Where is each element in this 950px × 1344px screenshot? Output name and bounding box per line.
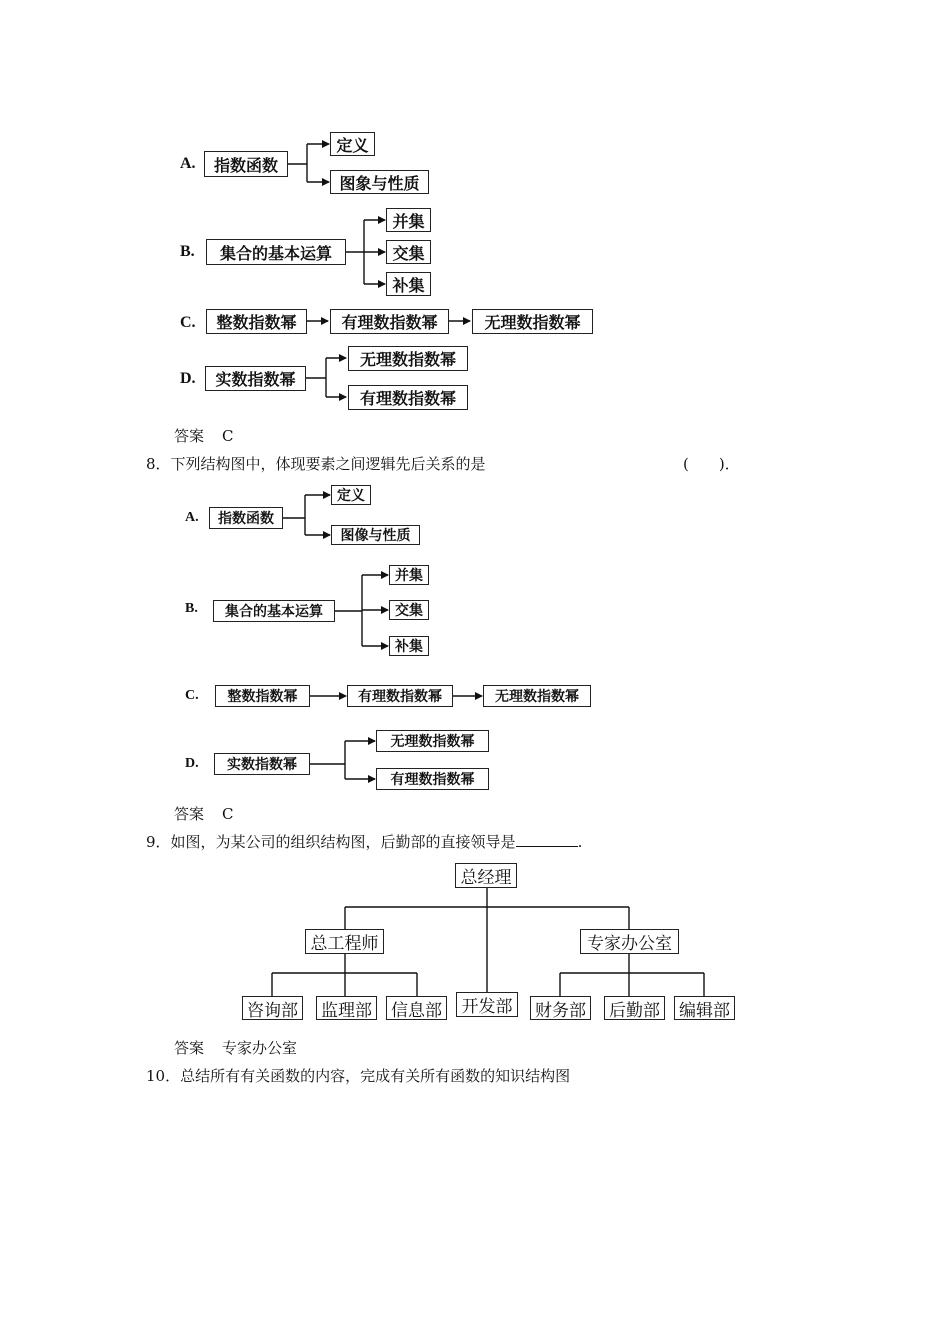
- d1-d-child-2: 有理数指数幂: [348, 385, 468, 410]
- option-b-label: B.: [185, 601, 198, 616]
- answer-3: [174, 1037, 297, 1058]
- d2-a-child-1: 定义: [331, 485, 371, 505]
- answer-prefix: 答案: [174, 427, 205, 445]
- question-number: 10．: [146, 1067, 181, 1085]
- org-left-child-3: 信息部: [386, 996, 447, 1020]
- option-a-label: A.: [185, 510, 199, 525]
- d2-b-child-1: 并集: [389, 565, 429, 585]
- org-left-child-2: 监理部: [316, 996, 377, 1020]
- question-end: .: [577, 833, 583, 851]
- question-8: [146, 453, 486, 474]
- question-number: 9．: [146, 833, 171, 851]
- option-d-label: D.: [180, 370, 196, 387]
- d1-c-step-1: 整数指数幂: [206, 309, 307, 334]
- question-number: 8．: [146, 455, 171, 473]
- d1-b-root: 集合的基本运算: [206, 239, 346, 265]
- org-right-child-3: 编辑部: [674, 996, 735, 1020]
- question-text: 下列结构图中，体现要素之间逻辑先后关系的是: [170, 455, 486, 473]
- d2-d-child-2: 有理数指数幂: [376, 768, 489, 790]
- d2-b-root: 集合的基本运算: [213, 600, 335, 622]
- d1-d-child-1: 无理数指数幂: [348, 346, 468, 371]
- answer-1: [174, 425, 234, 446]
- d2-b-child-3: 补集: [389, 636, 429, 656]
- d1-a-root: 指数函数: [204, 151, 288, 177]
- option-a-label: A.: [180, 155, 196, 172]
- option-b-label: B.: [180, 243, 195, 260]
- d1-b-child-2: 交集: [386, 240, 431, 264]
- answer-prefix: 答案: [174, 805, 205, 823]
- d1-c-step-2: 有理数指数幂: [330, 309, 449, 334]
- org-right-child-1: 财务部: [530, 996, 591, 1020]
- d1-b-child-1: 并集: [386, 208, 431, 232]
- question-text: 如图，为某公司的组织结构图，后勤部的直接领导是: [170, 833, 516, 851]
- d2-c-step-1: 整数指数幂: [215, 685, 310, 707]
- d2-d-root: 实数指数幂: [214, 753, 310, 775]
- org-center-box: 开发部: [456, 992, 518, 1017]
- d1-a-child-1: 定义: [330, 132, 375, 156]
- answer-value: C: [222, 427, 234, 445]
- question-10: [146, 1065, 570, 1086]
- d2-a-root: 指数函数: [209, 507, 283, 529]
- answer-blank: [516, 834, 578, 847]
- answer-prefix: 答案: [174, 1039, 205, 1057]
- org-left-child-1: 咨询部: [242, 996, 303, 1020]
- d1-c-step-3: 无理数指数幂: [472, 309, 593, 334]
- d2-b-child-2: 交集: [389, 600, 429, 620]
- option-c-label: C.: [185, 688, 199, 703]
- d2-c-step-2: 有理数指数幂: [347, 685, 453, 707]
- answer-2: [174, 803, 234, 824]
- org-mid-right-box: 专家办公室: [580, 929, 679, 954]
- question-8-paren: ( )．: [683, 455, 740, 473]
- org-right-child-2: 后勤部: [604, 996, 665, 1020]
- d1-a-child-2: 图象与性质: [330, 170, 429, 194]
- question-9: [146, 831, 582, 852]
- org-mid-left-box: 总工程师: [305, 929, 384, 954]
- org-top-box: 总经理: [455, 863, 517, 888]
- d1-d-root: 实数指数幂: [205, 366, 306, 391]
- option-c-label: C.: [180, 314, 196, 331]
- d2-d-child-1: 无理数指数幂: [376, 730, 489, 752]
- answer-value: 专家办公室: [222, 1039, 298, 1057]
- answer-value: C: [222, 805, 234, 823]
- d2-c-step-3: 无理数指数幂: [483, 685, 591, 707]
- question-text: 总结所有有关函数的内容，完成有关所有函数的知识结构图: [180, 1067, 571, 1085]
- option-d-label: D.: [185, 756, 199, 771]
- d1-b-child-3: 补集: [386, 272, 431, 296]
- d2-a-child-2: 图像与性质: [331, 525, 420, 545]
